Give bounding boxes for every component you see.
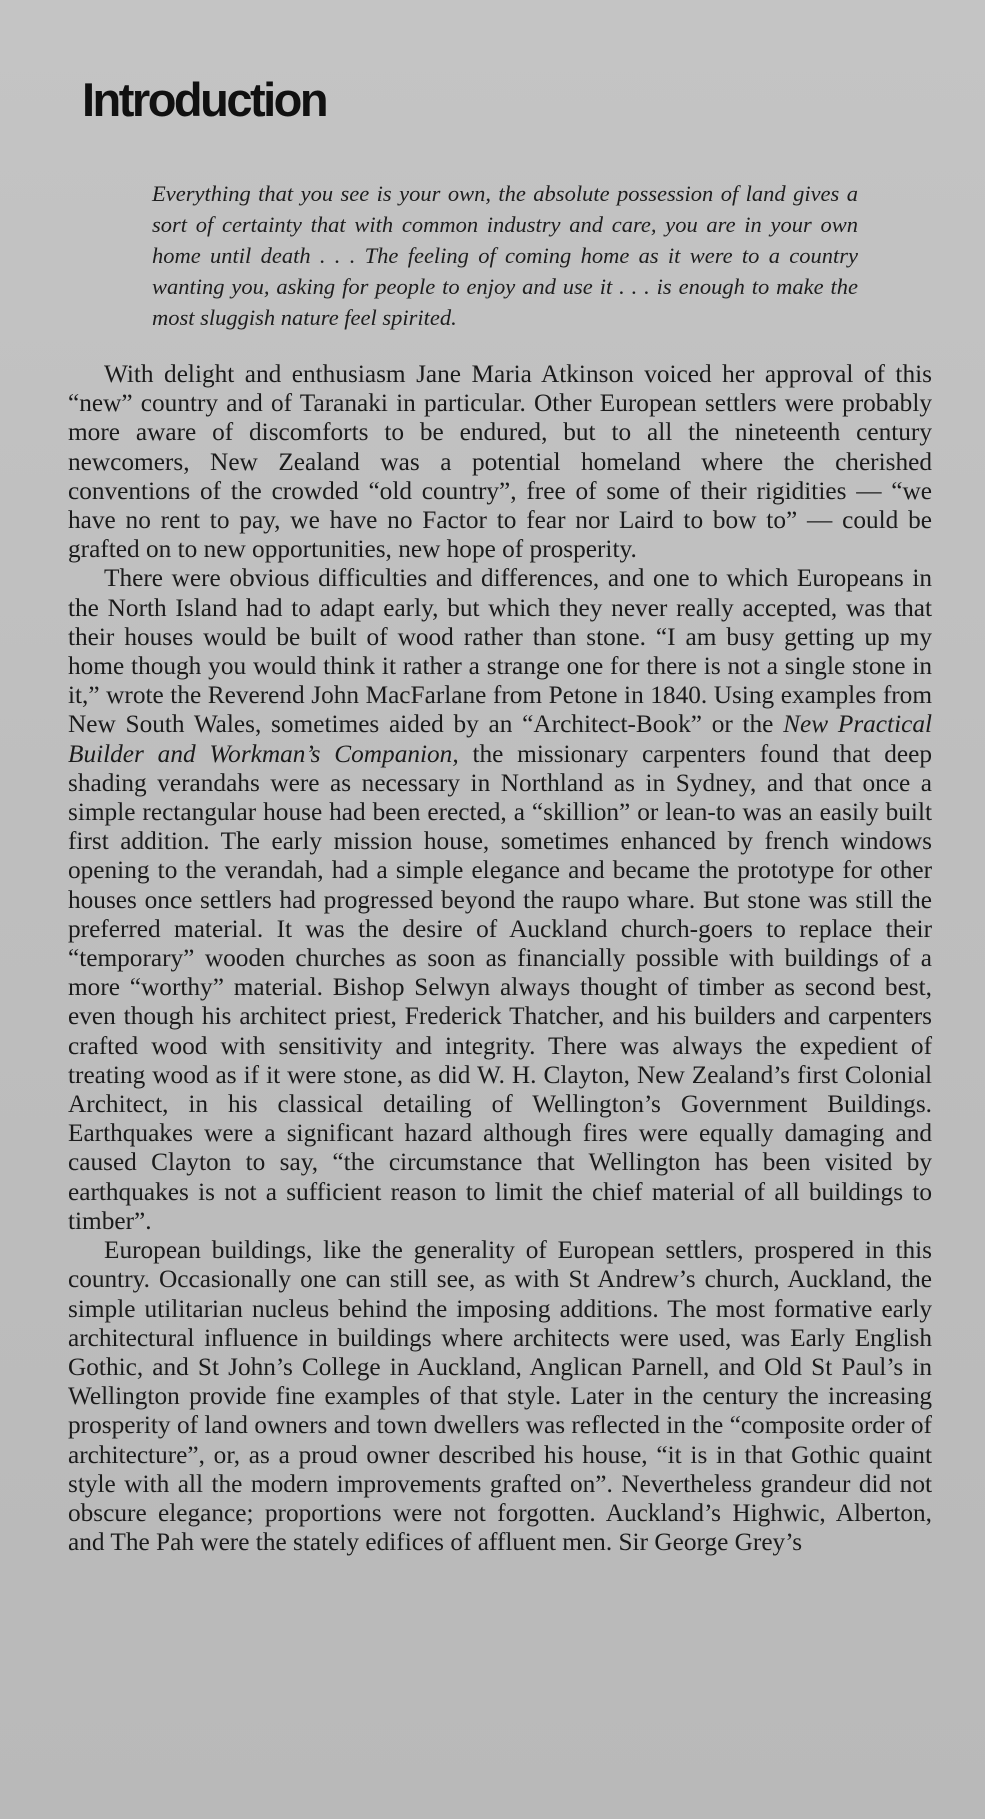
page-title: Introduction	[82, 73, 327, 126]
paragraph-3: European buildings, like the generality of European settlers, prospered in this country. Occasionally one can still see, as with St Andrew’s church, Auckland, the simple utilitarian nucleus behind the imposing additions. The most formative early architectural influence in buildings where architects were used, was Early English Gothic, and St John’s College in Auckland, Anglican Parnell, and Old St Paul’s in Wellington provide fine examples of that style. Later in the century the increasing prosperity of land owners and town dwellers was reflected in the “composite order of architecture”, or, as a proud owner described his house, “it is in that Gothic quaint style with all the modern improvements grafted on”. Nevertheless grandeur did not obscure elegance; proportions were not forgotten. Auckland’s Highwic, Alberton, and The Pah were the stately edifices of affluent men. Sir George Grey’s	[68, 1236, 932, 1557]
paragraph-2	[68, 564, 932, 1236]
book-title: New Practical Builder and Workman’s Companion,	[68, 710, 932, 768]
epigraph-quote: Everything that you see is your own, the absolute possession of land gives a sort of certainty that with common industry and care, you are in your own home until death . . . The feeling of coming home as it were to a country wanting you, asking for people to enjoy and use it . . . is enough to make the most sluggish nature feel spirited.	[152, 181, 858, 330]
paragraph-2-part-2: the missionary carpenters found that deep shading verandahs were as necessary in Northland as in Sydney, and that once a simple rectangular house had been erected, a “skillion” or lean-to was an easily built first addition. The early mission house, sometimes enhanced by french windows opening to the verandah, had a simple elegance and became the prototype for other houses once settlers had progressed beyond the raupo whare. But stone was still the preferred material. It was the desire of Auckland church-goers to replace their “temporary” wooden churches as soon as financially possible with buildings of a more “worthy” material. Bishop Selwyn always thought of timber as second best, even though his architect priest, Frederick Thatcher, and his builders and carpenters crafted wood with sensitivity and integrity. There was always the expedient of treating wood as if it were stone, as did W. H. Clayton, New Zealand’s first Colonial Architect, in his classical detailing of Wellington’s Government Buildings. Earthquakes were a significant hazard although fires were equally damaging and caused Clayton to say, “the circumstance that Wellington has been visited by earthquakes is not a sufficient reason to limit the chief material of all buildings to timber”.	[68, 739, 932, 1235]
paragraph-1: With delight and enthusiasm Jane Maria Atkinson voiced her approval of this “new” country and of Taranaki in particular. Other European settlers were probably more aware of discomforts to be endured, but to all the nineteenth century newcomers, New Zealand was a potential homeland where the cherished conventions of the crowded “old country”, free of some of their rigidities — “we have no rent to pay, we have no Factor to fear nor Laird to bow to” — could be grafted on to new opportunities, new hope of prosperity.	[68, 360, 932, 564]
body-text	[68, 360, 932, 1557]
paragraph-2-part-1: There were obvious difficulties and differences, and one to which Europeans in the North Island had to adapt early, but which they never really accepted, was that their houses would be built of wood rather than stone. “I am busy getting up my home though you would think it rather a strange one for there is not a single stone in it,” wrote the Reverend John MacFarlane from Petone in 1840. Using examples from New South Wales, sometimes aided by an “Architect-Book” or the	[68, 564, 932, 739]
